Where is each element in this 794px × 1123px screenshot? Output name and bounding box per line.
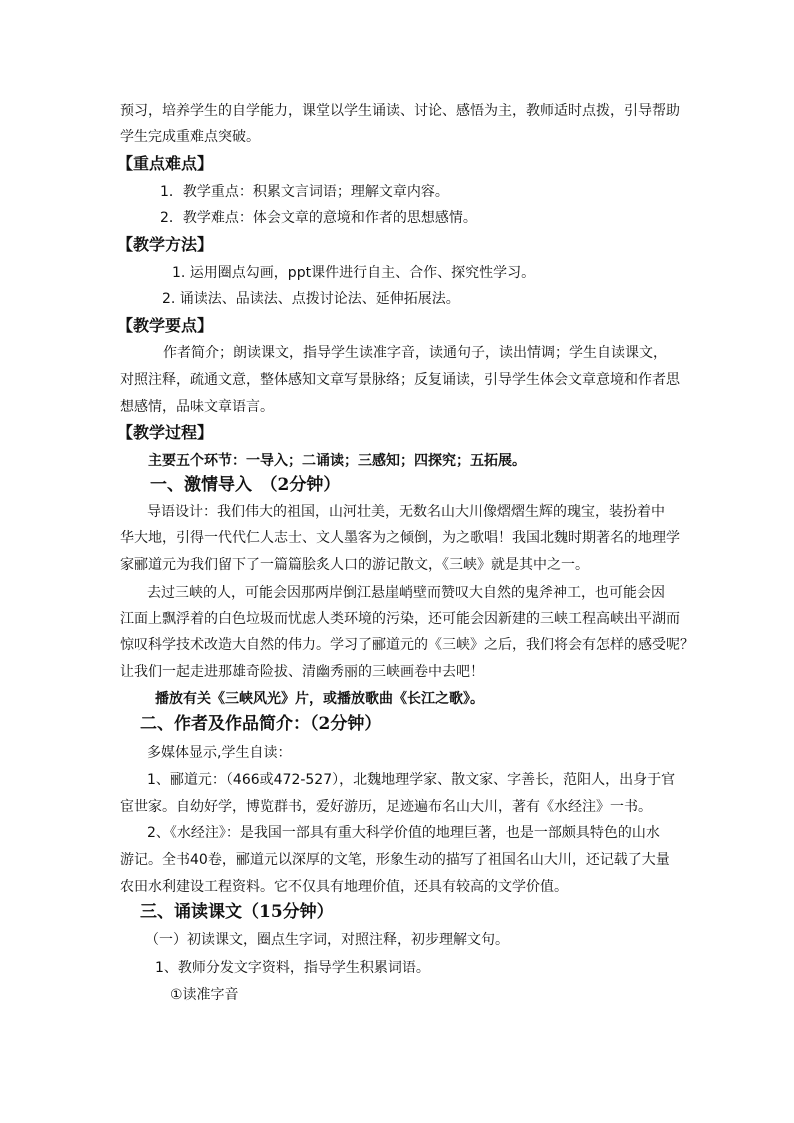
text-line: 1、郦道元：（466或472-527），北魏地理学家、散文家、字善长，范阳人，出身于官	[147, 772, 676, 788]
text-line: 华大地，引得一代代仁人志士、文人墨客为之倾倒，为之歌唱！我国北魏时期著名的地理学	[120, 530, 680, 546]
text-line: 对照注释，疏通文意，整体感知文章写景脉络；反复诵读，引导学生体会文章意境和作者思	[120, 372, 680, 388]
text-line: 1．教学重点：积累文言词语；理解文章内容。	[160, 184, 449, 200]
text-line: 惊叹科学技术改造大自然的伟力。学习了郦道元的《三峡》之后，我们将会有怎样的感受呢？	[120, 637, 694, 653]
text-line: 农田水利建设工程资料。它不仅具有地理价值，还具有较高的文学价值。	[120, 879, 568, 895]
section-heading-key-points: 【重点难点】	[117, 154, 214, 173]
text-line: 1、教师分发文字资料，指导学生积累词语。	[155, 960, 430, 976]
text-line: 游记。全书40卷，郦道元以深厚的文笔，形象生动的描写了祖国名山大川，还记载了大量	[120, 852, 670, 868]
text-line: 2．教学难点：体会文章的意境和作者的思想感情。	[160, 210, 477, 226]
five-steps-line: 主要五个环节：一导入；二诵读；三感知；四探究；五拓展。	[148, 453, 526, 469]
media-play-line: 播放有关《三峡风光》片，或播放歌曲《长江之歌》。	[155, 691, 484, 707]
text-line: 江面上飘浮着的白色垃圾而忧虑人类环境的污染，还可能会因新建的三峡工程高峡出平湖而	[120, 611, 680, 627]
text-line: 作者简介；朗读课文，指导学生读准字音，读通句子，读出情调；学生自读课文，	[163, 345, 667, 361]
text-line: 2. 诵读法、品读法、点拨讨论法、延伸拓展法。	[162, 291, 460, 307]
section-heading-methods: 【教学方法】	[117, 235, 214, 254]
text-line: 去过三峡的人，可能会因那两岸倒江悬崖峭壁而赞叹大自然的鬼斧神工，也可能会因	[147, 585, 665, 601]
text-line: 宦世家。自幼好学，博览群书，爱好游历，足迹遍布名山大川，著有《水经注》一书。	[120, 799, 652, 815]
text-line: （一）初读课文，圈点生字词，对照注释，初步理解文句。	[145, 932, 509, 948]
text-line: ①读准字音	[170, 987, 239, 1003]
subsection-heading-intro: 一、激情导入 （2分钟）	[150, 475, 341, 495]
text-line: 1. 运用圈点勾画，ppt课件进行自主、合作、探究性学习。	[172, 265, 536, 281]
text-line: 导语设计：我们伟大的祖国，山河壮美，无数名山大川像熠熠生辉的瑰宝，装扮着中	[147, 504, 665, 520]
text-line: 让我们一起走进那雄奇险拔、清幽秀丽的三峡画卷中去吧！	[120, 664, 484, 680]
text-line: 家郦道元为我们留下了一篇篇脍炙人口的游记散文，《三峡》就是其中之一。	[120, 557, 589, 573]
text-line: 学生完成重难点突破。	[120, 129, 260, 145]
subsection-heading-author: 二、作者及作品简介：（2分钟）	[140, 714, 382, 734]
subsection-heading-reading: 三、诵读课文（15分钟）	[140, 902, 334, 922]
text-line: 想感情，品味文章语言。	[120, 399, 274, 415]
text-line: 多媒体显示,学生自读：	[147, 745, 292, 761]
text-line: 2、《水经注》：是我国一部具有重大科学价值的地理巨著，也是一部颇具特色的山水	[147, 825, 660, 841]
text-line: 预习，培养学生的自学能力，课堂以学生诵读、讨论、感悟为主，教师适时点拨，引导帮助	[120, 103, 680, 119]
section-heading-essentials: 【教学要点】	[117, 316, 214, 335]
section-heading-process: 【教学过程】	[117, 423, 214, 442]
